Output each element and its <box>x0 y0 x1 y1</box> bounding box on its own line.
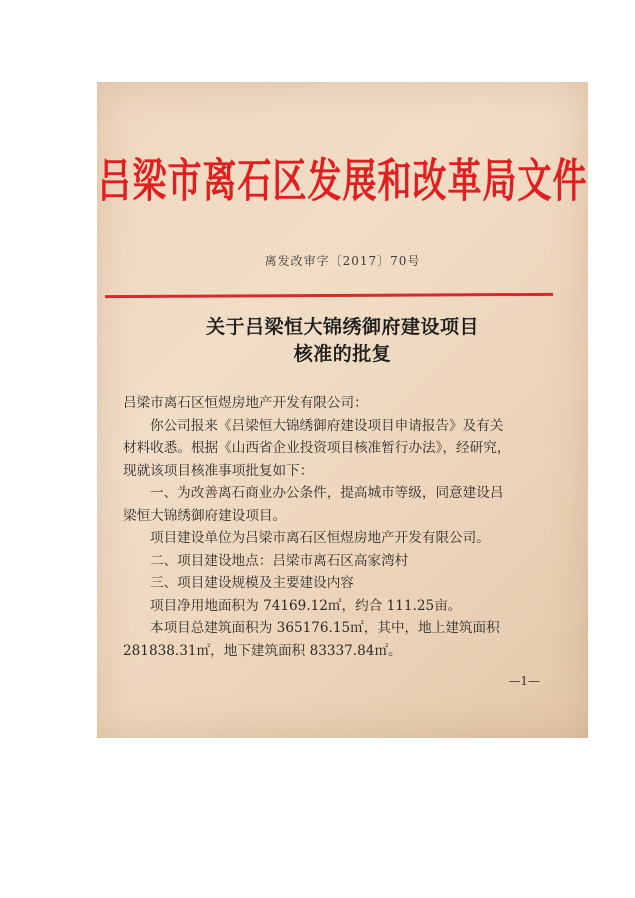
body-line: 二、项目建设地点：吕梁市离石区高家湾村 <box>150 552 409 569</box>
document-title-line-1: 关于吕梁恒大锦绣御府建设项目 <box>205 316 479 338</box>
body-line: 材料收悉。根据《山西省企业投资项目核准暂行办法》，经研究， <box>123 440 511 456</box>
body-line: 梁恒大锦绣御府建设项目。 <box>123 507 287 524</box>
document-title-line-2: 核准的批复 <box>293 343 392 365</box>
body-line: 项目净用地面积为 74169.12㎡，约合 111.25亩。 <box>150 597 462 614</box>
body-line: 项目建设单位为吕梁市离石区恒煜房地产开发有限公司。 <box>150 530 490 546</box>
body-line: 三、项目建设规模及主要建设内容 <box>150 575 354 591</box>
document-photo <box>97 82 588 738</box>
body-line: 281838.31㎡，地下建筑面积 83337.84㎡。 <box>123 642 402 659</box>
page-number: —1— <box>508 674 540 688</box>
document-number: 离发改审字〔2017〕70号 <box>264 254 421 268</box>
body-line: 现就该项目核准事项批复如下： <box>123 462 314 479</box>
body-line: 一、为改善离石商业办公条件，提高城市等级，同意建设吕 <box>150 485 504 501</box>
body-line: 本项目总建筑面积为 365176.15㎡，其中，地上建筑面积 <box>150 620 500 636</box>
red-divider <box>105 293 553 298</box>
body-line: 你公司报来《吕梁恒大锦绣御府建设项目申请报告》及有关 <box>150 417 504 434</box>
document-body <box>123 392 563 662</box>
addressee: 吕梁市离石区恒煜房地产开发有限公司： <box>123 395 368 411</box>
document-header: 吕梁市离石区发展和改革局文件 <box>97 154 588 209</box>
